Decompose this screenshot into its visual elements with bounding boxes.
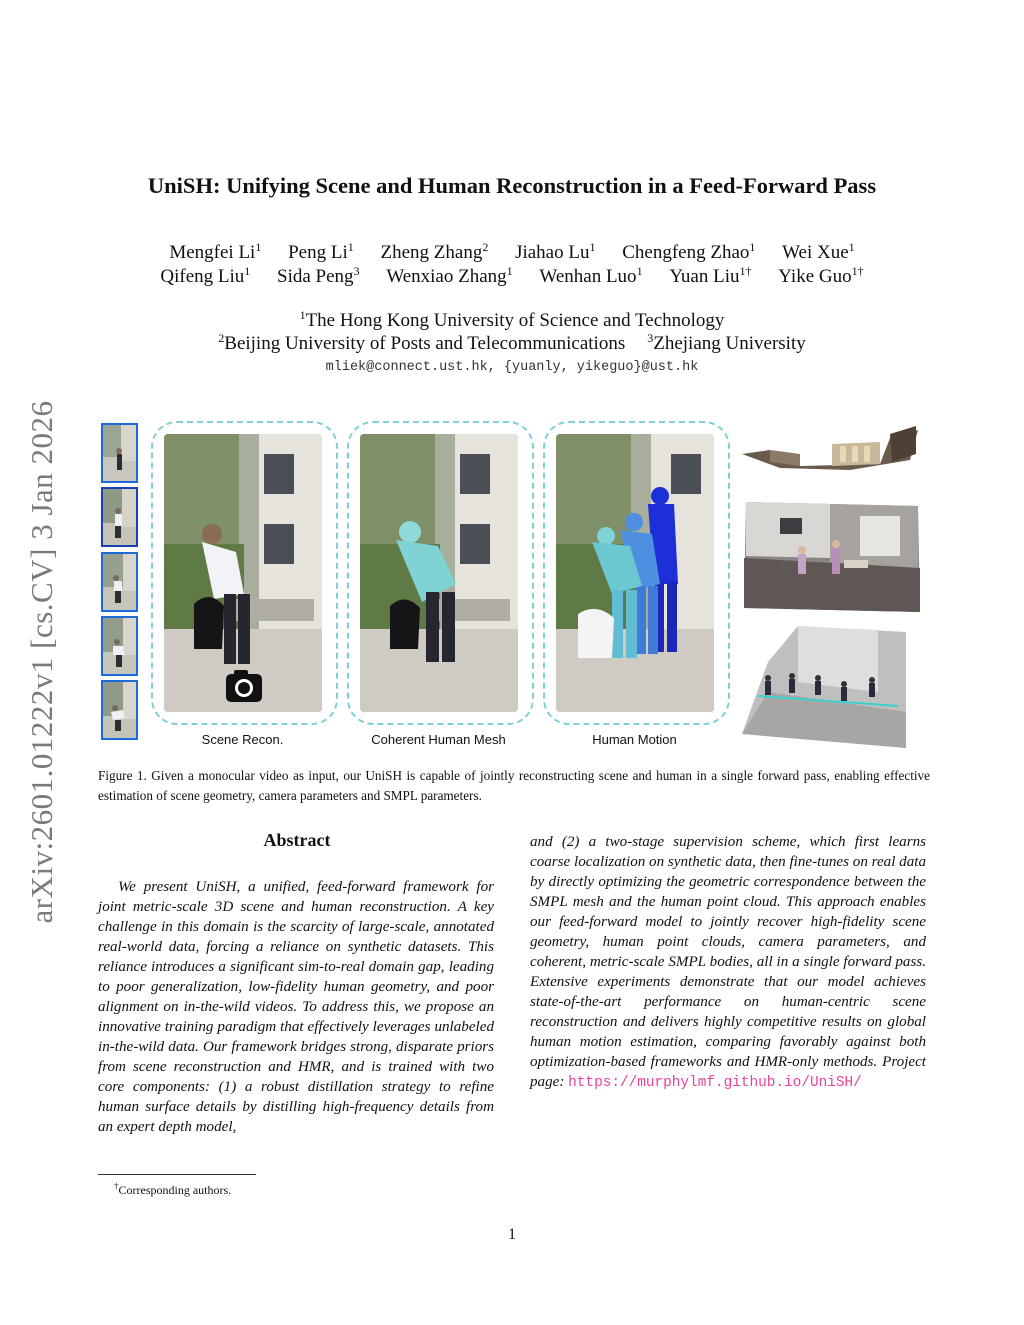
- reconstruction-view-2: [740, 498, 924, 616]
- figure-label-human-motion: Human Motion: [592, 732, 677, 747]
- mesh-overlay-photo: [360, 434, 518, 712]
- paper-title: UniSH: Unifying Scene and Human Reconstruction in a Feed-Forward Pass: [147, 173, 877, 198]
- author: Jiahao Lu$^1$: [515, 240, 596, 263]
- abstract-right-text: and (2) a two-stage supervision scheme, which first learns coarse localization on synthetic data, then fine-tunes on real data by directly optimizing the geometric correspondence between the SMPL mesh and the human point cloud. This approach enables our feed-forward model to jointly recover high-fidelity scene geometry, human point clouds, camera parameters, and coherent, metric-scale SMPL bodies, all in a single forward pass. Extensive experiments demonstrate that our model achieves state-of-the-art performance on human-centric scene reconstruction and delivers highly competitive results on global human motion estimation, comparing favorably against both optimization-based frameworks and HMR-only methods. Project page:: [530, 834, 927, 1090]
- page-number: 1: [508, 1226, 516, 1243]
- abstract-right-column: [530, 832, 926, 1093]
- figure-label-coherent-human-mesh: Coherent Human Mesh: [371, 732, 506, 747]
- author: Chengfeng Zhao$^1$: [622, 240, 756, 263]
- author: Wenxiao Zhang$^1$: [386, 264, 513, 287]
- footnote: †Corresponding authors.: [114, 1181, 232, 1197]
- author-emails: mliek@connect.ust.hk, {yuanly, yikeguo}@ust.hk: [325, 360, 699, 375]
- author: Mengfei Li$^1$: [169, 240, 262, 263]
- abstract-left-column: We present UniSH, a unified, feed-forward framework for joint metric-scale 3D scene and human reconstruction. A key challenge in this domain is the scarcity of large-scale, annotated real-world data, forcing a reliance on synthetic datasets. This reliance introduces a significant sim-to-real domain gap, leading to poor generalization, low-fidelity human geometry, and poor alignment on in-the-wild videos. To address this, we propose an innovative training paradigm that effectively leverages unlabeled in-the-wild data. Our framework bridges strong, disparate priors from scene reconstruction and HMR, and is trained with two core components: (1) a robust distillation strategy to refine human surface details by distilling high-frequency details from an expert depth model,: [98, 879, 494, 1135]
- affiliation-1: $^1$The Hong Kong University of Science and Technology: [299, 308, 725, 331]
- authors-row-1: [0, 240, 1024, 264]
- author: Sida Peng$^3$: [277, 264, 360, 287]
- project-page-link[interactable]: https://murphylmf.github.io/UniSH/: [568, 1075, 862, 1091]
- authors-row-2: [0, 264, 1024, 288]
- author: Peng Li$^1$: [288, 240, 354, 263]
- author: Zheng Zhang$^2$: [380, 240, 489, 263]
- input-frame-thumbnail: [101, 423, 138, 483]
- footnote-rule: [98, 1174, 256, 1175]
- abstract-heading: Abstract: [263, 830, 331, 850]
- scene-photo: [164, 434, 322, 712]
- figure-caption: Figure 1. Given a monocular video as input, our UniSH is capable of jointly reconstructing scene and human in a single forward pass, enabling effective estimation of scene geometry, camera parameters and SMPL parameters.: [98, 768, 930, 803]
- figure-label-scene-recon: Scene Recon.: [201, 732, 284, 747]
- input-frame-thumbnail: [101, 552, 138, 612]
- reconstruction-view-1: [740, 424, 920, 492]
- input-frame-thumbnail: [101, 616, 138, 676]
- arxiv-stamp: arXiv:2601.01222v1 [cs.CV] 3 Jan 2026: [24, 400, 59, 924]
- author: Yuan Liu$^{1\dagger}$: [669, 264, 752, 287]
- author: Qifeng Liu$^1$: [160, 264, 251, 287]
- affiliation-2-3: $^2$Beijing University of Posts and Telecommunications $^3$Zhejiang University: [218, 331, 806, 354]
- author: Wenhan Luo$^1$: [539, 264, 643, 287]
- input-frame-thumbnail: [101, 680, 138, 740]
- author: Yike Guo$^{1\dagger}$: [778, 264, 864, 287]
- motion-overlay-photo: [556, 434, 714, 712]
- input-frame-thumbnail: [101, 487, 138, 547]
- reconstruction-view-3: [738, 622, 908, 750]
- author: Wei Xue$^1$: [782, 240, 855, 263]
